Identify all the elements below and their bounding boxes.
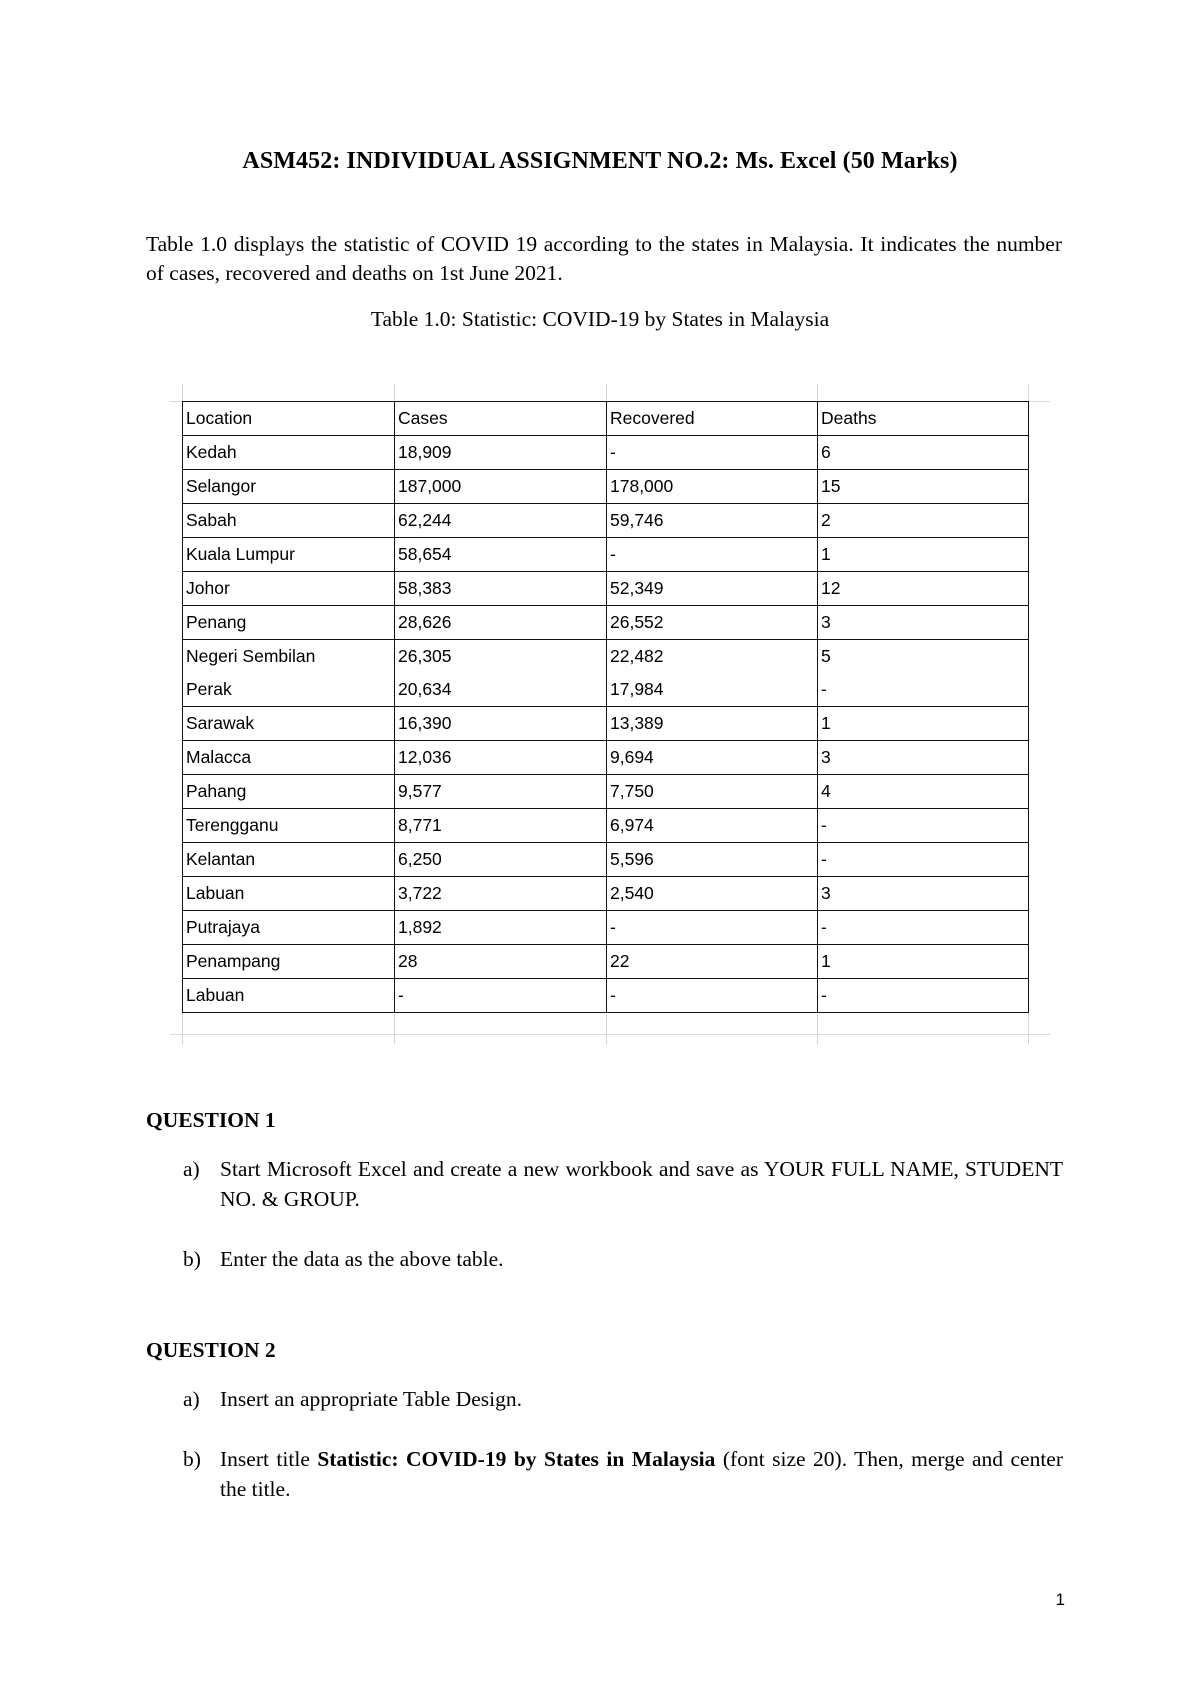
table-cell: 13,389 (607, 707, 818, 741)
table-cell: - (818, 809, 1029, 843)
table-cell: 6 (818, 436, 1029, 470)
table-cell: 1 (818, 945, 1029, 979)
table-cell: 28 (395, 945, 607, 979)
question-1-heading: QUESTION 1 (146, 1108, 276, 1132)
question-1b-label: b) (183, 1247, 201, 1271)
table-cell: Kuala Lumpur (183, 538, 395, 572)
question-1a (183, 1154, 1063, 1214)
table-row (183, 572, 1029, 606)
table-header-cell: Deaths (818, 402, 1029, 436)
table-cell: Terengganu (183, 809, 395, 843)
table-cell: Penampang (183, 945, 395, 979)
table-cell: 3 (818, 606, 1029, 640)
question-1b-text: Enter the data as the above table. (220, 1247, 504, 1271)
table-cell: Kedah (183, 436, 395, 470)
table-cell: Pahang (183, 775, 395, 809)
table-cell: - (818, 673, 1029, 707)
table-cell: 26,305 (395, 640, 607, 674)
table-caption: Table 1.0: Statistic: COVID-19 by States in Malaysia (370, 307, 830, 331)
table-cell: - (818, 911, 1029, 945)
table-row (183, 504, 1029, 538)
table-cell: 3,722 (395, 877, 607, 911)
table-cell: Johor (183, 572, 395, 606)
table-cell: Sabah (183, 504, 395, 538)
table-row (183, 911, 1029, 945)
table-cell: 5,596 (607, 843, 818, 877)
table-cell: 18,909 (395, 436, 607, 470)
table-row (183, 809, 1029, 843)
table-cell: - (607, 538, 818, 572)
table-cell: 28,626 (395, 606, 607, 640)
table-cell: Labuan (183, 979, 395, 1013)
table-cell: Putrajaya (183, 911, 395, 945)
table-cell: 58,383 (395, 572, 607, 606)
table-cell: 8,771 (395, 809, 607, 843)
table-cell: - (607, 436, 818, 470)
covid-table (182, 401, 1029, 1013)
table-cell: 52,349 (607, 572, 818, 606)
table-cell: Malacca (183, 741, 395, 775)
table-cell: 1,892 (395, 911, 607, 945)
table-header-row (183, 402, 1029, 436)
table-cell: 22 (607, 945, 818, 979)
table-row (183, 945, 1029, 979)
table-row (183, 843, 1029, 877)
question-1a-text: Start Microsoft Excel and create a new workbook and save as YOUR FULL NAME, STUDENT NO. & GROUP. (220, 1157, 1063, 1211)
table-row (183, 979, 1029, 1013)
question-2b-text (220, 1444, 1063, 1504)
table-cell: Sarawak (183, 707, 395, 741)
question-2b-label: b) (183, 1447, 201, 1471)
table-cell: Penang (183, 606, 395, 640)
spreadsheet-table-image (170, 384, 1050, 1044)
question-2-heading: QUESTION 2 (146, 1338, 276, 1362)
table-cell: 2,540 (607, 877, 818, 911)
table-cell: 6,250 (395, 843, 607, 877)
question-2b (183, 1444, 1063, 1504)
question-1a-label: a) (183, 1157, 200, 1181)
table-cell: 1 (818, 707, 1029, 741)
question-2a-text: Insert an appropriate Table Design. (220, 1387, 522, 1411)
table-cell: 3 (818, 877, 1029, 911)
table-cell: 3 (818, 741, 1029, 775)
table-header-cell: Recovered (607, 402, 818, 436)
table-header-cell: Cases (395, 402, 607, 436)
table-cell: 17,984 (607, 673, 818, 707)
table-cell: 7,750 (607, 775, 818, 809)
table-cell: 6,974 (607, 809, 818, 843)
table-row (183, 538, 1029, 572)
question-2b-pre: Insert title (220, 1447, 318, 1471)
table-cell: Labuan (183, 877, 395, 911)
table-row (183, 707, 1029, 741)
table-cell: 26,552 (607, 606, 818, 640)
table-row (183, 741, 1029, 775)
table-cell: - (607, 979, 818, 1013)
page-number: 1 (1055, 1590, 1065, 1609)
table-cell: Perak (183, 673, 395, 707)
table-cell: - (607, 911, 818, 945)
table-cell: 20,634 (395, 673, 607, 707)
table-cell: Negeri Sembilan (183, 640, 395, 674)
table-cell: Selangor (183, 470, 395, 504)
table-cell: - (818, 843, 1029, 877)
question-2a (183, 1384, 1063, 1414)
table-cell: 4 (818, 775, 1029, 809)
question-2a-label: a) (183, 1387, 200, 1411)
table-cell: 178,000 (607, 470, 818, 504)
table-cell: 9,694 (607, 741, 818, 775)
table-cell: 59,746 (607, 504, 818, 538)
table-cell: 1 (818, 538, 1029, 572)
table-cell: 187,000 (395, 470, 607, 504)
table-cell: 22,482 (607, 640, 818, 674)
table-cell: 5 (818, 640, 1029, 674)
table-cell: 9,577 (395, 775, 607, 809)
table-row (183, 640, 1029, 674)
intro-paragraph: Table 1.0 displays the statistic of COVID 19 according to the states in Malaysia. It indicates the number of cases, recovered and deaths on 1st June 2021. (146, 232, 1062, 285)
table-cell: 58,654 (395, 538, 607, 572)
table-row (183, 775, 1029, 809)
table-row (183, 470, 1029, 504)
table-cell: 12 (818, 572, 1029, 606)
question-2b-post: (font size 20). Then, merge and center the title. (220, 1447, 1063, 1501)
table-row (183, 673, 1029, 707)
question-1b (183, 1244, 1063, 1274)
assignment-title: ASM452: INDIVIDUAL ASSIGNMENT NO.2: Ms. Excel (50 Marks) (242, 148, 958, 174)
table-cell: 16,390 (395, 707, 607, 741)
table-cell: 15 (818, 470, 1029, 504)
table-cell: 12,036 (395, 741, 607, 775)
table-row (183, 436, 1029, 470)
table-cell: 62,244 (395, 504, 607, 538)
table-cell: 2 (818, 504, 1029, 538)
table-cell: Kelantan (183, 843, 395, 877)
question-2b-bold-title: Statistic: COVID-19 by States in Malaysia (317, 1447, 716, 1471)
table-cell: - (395, 979, 607, 1013)
table-header-cell: Location (183, 402, 395, 436)
table-row (183, 606, 1029, 640)
table-row (183, 877, 1029, 911)
table-cell: - (818, 979, 1029, 1013)
